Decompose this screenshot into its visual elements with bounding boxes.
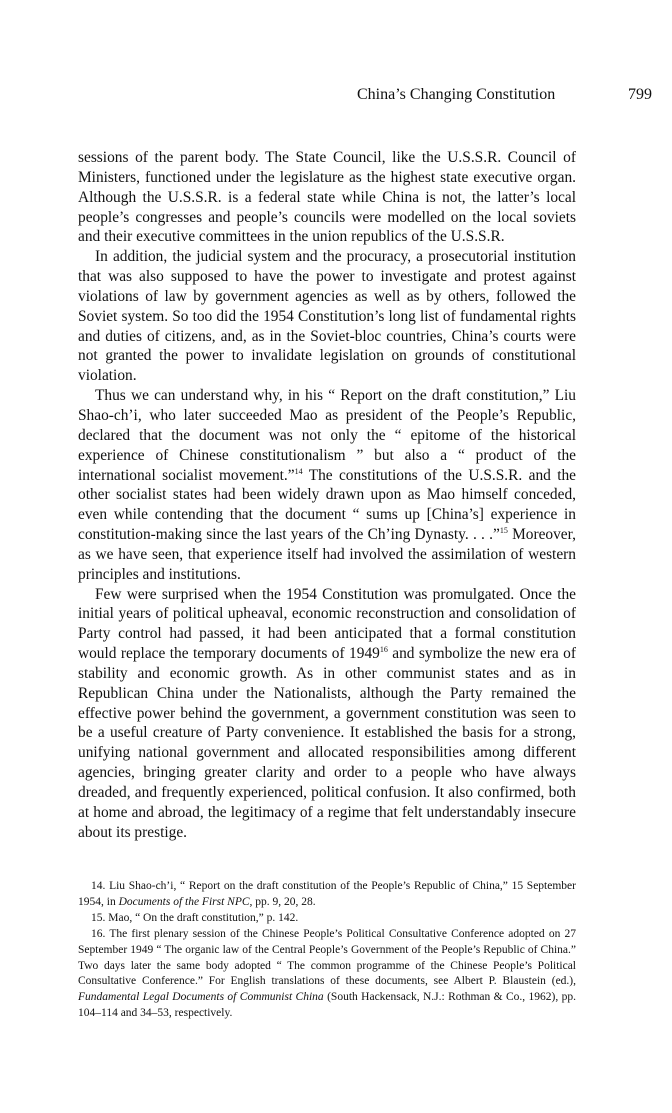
footnote-16 — [78, 927, 576, 1022]
paragraph-2: In addition, the judicial system and the procuracy, a prosecutorial institution that was also supposed to have the power to investigate and protest against violations of law by government agencies as well as by others, followed the Soviet system. So too did the 1954 Constitution’s long list of fundamental rights and duties of citizens, and, as in the Soviet-bloc countries, China’s courts were not granted the power to invalidate legislation on grounds of constitutional violation. — [78, 248, 576, 385]
paragraph-1: sessions of the parent body. The State Council, like the U.S.S.R. Council of Ministers, functioned under the legislature as the highest state executive organ. Although the U.S.S.R. is a federal state while China is not, the latter’s local people’s congresses and people’s councils were modelled on the local soviets and their executive committees in the union republics of the U.S.S.R. — [78, 149, 576, 246]
footnote-14-text-b: pp. 9, 20, 28. — [255, 895, 316, 908]
footnote-14 — [78, 879, 576, 911]
footnote-14-text-a: 14. Liu Shao-ch’i, “ Report on the draft constitution of the People’s Republic of China,” 15 September 1954, in — [78, 880, 576, 908]
footnote-ref-15: 15 — [499, 526, 508, 536]
footnote-ref-16: 16 — [379, 645, 388, 655]
paragraph-4-part-b: and symbolize the new era of stability and economic growth. As in other communist states and as in Republican China under the Nationalists, although the Party remained the effective power behind the government, a government constitution was seen to be a useful creature of Party convenience. It established the basis for a strong, unifying national government and allocated responsibilities among different agencies, bringing greater clarity and order to a people who have always dreaded, and frequently experienced, political confusion. It also confirmed, both at home and abroad, the legitimacy of a regime that felt understandably insecure about its prestige. — [78, 645, 576, 841]
footnote-16-title: Fundamental Legal Documents of Communist China — [78, 991, 324, 1004]
page-number: 799 — [628, 86, 652, 103]
footnote-16-text-b: (South Hackensack, N.J.: Rothman & Co., 1962), pp. 104–114 and 34–53, respectively. — [78, 991, 577, 1020]
footnote-ref-14: 14 — [294, 466, 303, 476]
footnote-14-title: Documents of the First NPC, — [118, 895, 253, 908]
paragraph-3 — [78, 386, 576, 584]
paragraph-3-part-a: Thus we can understand why, in his “ Report on the draft constitution,” Liu Shao-ch’i, who later succeeded Mao as president of the People’s Republic, declared that the document was not only the “ epitome of the historical experience of Chinese constitutionalism ” but also a “ product of the international socialist movement.” — [78, 387, 576, 484]
paragraph-3-part-b: The constitutions of the U.S.S.R. and the other socialist states had been widely drawn upon as Mao himself conceded, even while contending that the document “ sums up [China’s] experience in constitution-making since the last years of the Ch’ing Dynasty. . . .” — [78, 466, 576, 544]
body-text — [78, 148, 576, 843]
running-head-title: China’s Changing Constitution — [357, 86, 556, 103]
paragraph-4-part-a: Few were surprised when the 1954 Constitution was promulgated. Once the initial years of political upheaval, economic reconstruction and consolidation of Party control had passed, it had been anticipated that a formal constitution would replace the temporary documents of 1949 — [78, 585, 576, 663]
footnote-15: 15. Mao, “ On the draft constitution,” p. 142. — [91, 911, 299, 924]
footnote-16-text-a: 16. The first plenary session of the Chinese People’s Political Consultative Conference adopted on 27 September 1949 “ The organic law of the Central People’s Government of the People’s Republic of China.” Two days later the same body adopted “ The common programme of the Chinese People’s Political Consultative Conference.” For English translations of these documents, see Albert P. Blaustein (ed.), — [78, 927, 576, 988]
paragraph-4 — [78, 585, 576, 843]
paragraph-3-part-c: Moreover, as we have seen, that experience itself had involved the assimilation of western principles and institutions. — [78, 526, 576, 583]
footnotes — [78, 879, 576, 1022]
